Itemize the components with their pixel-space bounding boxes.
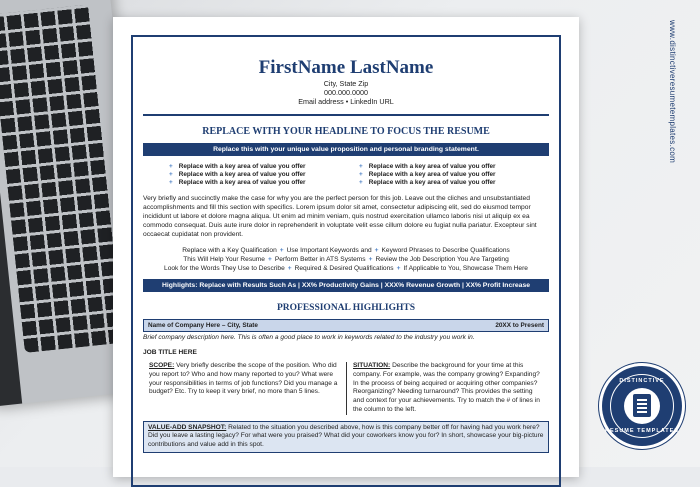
- keyword-block: [143, 246, 549, 273]
- contact-email-linkedin: Email address • LinkedIn URL: [298, 97, 394, 106]
- resume-content: [143, 43, 549, 453]
- company-name: Name of Company Here – City, State: [148, 322, 258, 329]
- value-bullets: [169, 163, 549, 186]
- section-title: PROFESSIONAL HIGHLIGHTS: [276, 303, 416, 313]
- plus-icon: +: [359, 171, 363, 178]
- value-bullet: + Replace with a key area of value you offer: [359, 171, 496, 178]
- plus-icon: +: [359, 179, 363, 186]
- company-description: Brief company description here. This is often a good place to work in keywords related to the industry you work in.: [143, 334, 475, 341]
- plus-icon: +: [169, 163, 173, 170]
- plus-icon: +: [359, 163, 363, 170]
- value-add-snapshot: VALUE-ADD SNAPSHOT: Related to the situation you described above, how is this company better off for having had you work here? Did you leave a lasting legacy? For what were you praised? What did your coworkers know you for? In short, showcase your big-picture contributions and value add in this spot.: [143, 421, 549, 453]
- plus-icon: +: [396, 265, 401, 272]
- keyword-row: This Will Help Your Resume + Perform Better in ATS Systems + Review the Job Description You Are Targeting: [183, 256, 509, 263]
- value-bullet: + Replace with a key area of value you offer: [359, 179, 496, 186]
- plus-icon: +: [169, 179, 173, 186]
- website-url: www.distinctiveresumetemplates.com: [668, 20, 677, 164]
- company-bar: [143, 319, 549, 332]
- contact-phone: 000.000.0000: [324, 88, 368, 97]
- job-dates: 20XX to Present: [495, 322, 544, 329]
- laptop-keyboard: [0, 4, 124, 353]
- branding-banner: Replace this with your unique value proposition and personal branding statement.: [143, 143, 549, 156]
- logo-top-text: DISTINCTIVE: [619, 378, 665, 384]
- situation-column: SITUATION: Describe the background for your time at this company. For example, was the company growing? Expanding? In the process of being acquired or acquiring other companies? Reorganizing? Needing turnaround? This provides the setting and context for your achievements. Try to match the # of lines in the column to the left.: [346, 362, 549, 415]
- plus-icon: +: [368, 256, 373, 263]
- header-rule: [143, 114, 549, 116]
- value-bullet: + Replace with a key area of value you offer: [359, 163, 496, 170]
- plus-icon: +: [279, 247, 284, 254]
- summary-paragraph: Very briefly and succinctly make the case for why you are the perfect person for this job. Leave out the cliches and unsubstantiated accomplishments and fill this section with specifics. Lorem ipsum dolor sit amet, consectetur adipiscing elit, sed do eiusmod tempor incididunt ut labore et dolore magna aliqua. Ut enim ad minim veniam, quis nostrud exercitation ullamco laboris nisi ut aliquip ex ea commodo consequat. Duis aute irure dolor in reprehenderit in voluptate velit esse cillum dolore eu fugiat nulla pariatur. Excepteur sint occaecat cupidatat non provident.: [143, 195, 537, 238]
- plus-icon: +: [374, 247, 379, 254]
- document-icon: [633, 394, 651, 417]
- scope-situation-columns: [143, 362, 549, 415]
- contact-address: City, State Zip: [323, 79, 369, 88]
- keyword-row: Look for the Words They Use to Describe + Required & Desired Qualifications + If Applicable to You, Showcase Them Here: [164, 265, 528, 272]
- highlights-banner: Highlights: Replace with Results Such As | XX% Productivity Gains | XXX% Revenue Growth | XX% Profit Increase: [143, 279, 549, 292]
- keyword-row: Replace with a Key Qualification + Use Important Keywords and + Keyword Phrases to Describe Qualifications: [182, 247, 510, 254]
- scope-column: SCOPE: Very briefly describe the scope of the position. Who did you report to? Who and how many reported to you? What were your responsibilities in terms of job functions? Did you manage a budget? Etc. Try to keep it very brief, no more than 5 lines.: [149, 362, 338, 396]
- logo-bottom-text: RESUME TEMPLATES: [605, 428, 679, 434]
- plus-icon: +: [169, 171, 173, 178]
- value-bullet: + Replace with a key area of value you offer: [169, 171, 306, 178]
- plus-icon: +: [287, 265, 292, 272]
- logo-inner-circle: [624, 388, 660, 424]
- value-bullet: + Replace with a key area of value you offer: [169, 163, 306, 170]
- job-title: JOB TITLE HERE: [143, 349, 197, 356]
- brand-logo: [602, 366, 682, 446]
- resume-headline: REPLACE WITH YOUR HEADLINE TO FOCUS THE RESUME: [202, 126, 490, 137]
- plus-icon: +: [267, 256, 272, 263]
- value-bullet: + Replace with a key area of value you offer: [169, 179, 306, 186]
- resume-name: FirstName LastName: [258, 57, 434, 78]
- resume-page: [113, 17, 579, 477]
